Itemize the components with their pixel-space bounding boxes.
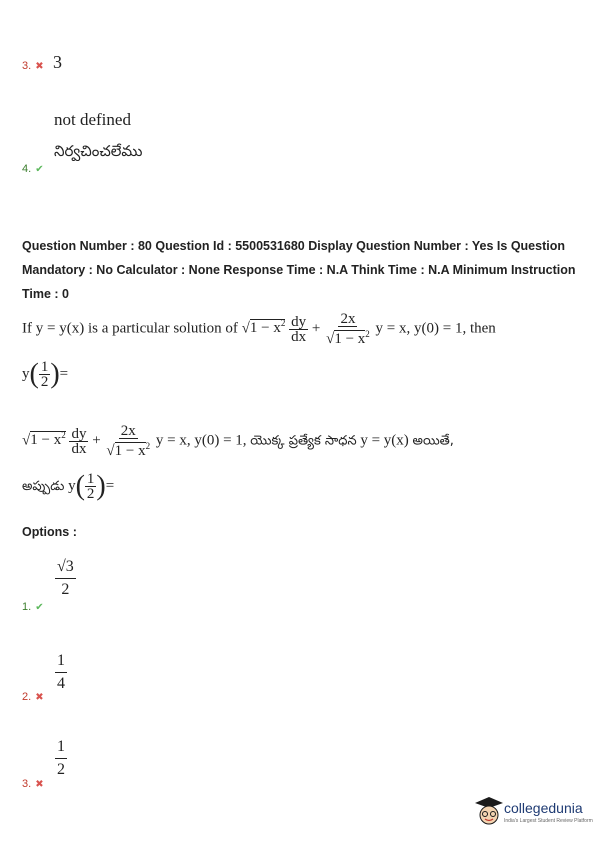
prev-option-4 — [22, 159, 44, 177]
sqrt-term: $√1 - x^2$ — [241, 318, 286, 337]
function-expr: y = y(x) — [360, 432, 409, 449]
radicand: 1 − x — [114, 443, 146, 459]
numerator: dy — [71, 425, 87, 442]
denominator: 2 — [40, 374, 49, 390]
question-telugu — [22, 424, 454, 458]
telugu-text: యొక్క ప్రత్యేక సాధన — [250, 433, 357, 449]
numerator: 1 — [55, 736, 67, 759]
question-word: If — [22, 320, 32, 337]
numerator: √3 — [55, 556, 76, 579]
plus-sign: + — [311, 320, 321, 337]
dy-dx-fraction — [289, 315, 308, 344]
prev-option-4-value-en: not defined — [54, 110, 131, 129]
denominator: $√1 - x^2$ — [106, 441, 151, 459]
option-number: 1. — [22, 601, 32, 613]
prev-option-3-value: 3 — [53, 52, 62, 72]
option-number: 3. — [22, 60, 32, 72]
twox-fraction — [324, 312, 372, 346]
telugu-then: అప్పుడు — [22, 478, 65, 494]
y-symbol: y — [68, 477, 76, 494]
radicand: 1 − x — [249, 320, 281, 337]
denominator: dx — [71, 440, 87, 457]
prev-option-4-value-te: నిర్వచించలేము — [54, 142, 143, 160]
telugu-text: అయితే, — [412, 433, 454, 449]
option-2[interactable] — [22, 687, 44, 705]
function-expr: y = y(x) — [35, 320, 85, 337]
question-meta: Question Number : 80 Question Id : 5500531680 Display Question Number : Yes Is Question Mandatory : No Calculator : None Response Time : N.A Think Time : N.A Minimum Instruction Time : 0 — [22, 239, 576, 301]
option-number: 2. — [22, 691, 32, 703]
plus-sign: + — [92, 432, 101, 449]
numerator: 2x — [120, 423, 136, 439]
rhs-expr: y = x, y(0) = 1, — [155, 432, 247, 449]
prev-option-3 — [22, 56, 44, 74]
denominator: $√1 - x^2$ — [326, 329, 370, 347]
twox-fraction — [104, 424, 152, 458]
option-2-value — [55, 650, 67, 695]
option-1[interactable] — [22, 597, 44, 615]
equals-sign: = — [105, 477, 115, 494]
equals-sign: = — [59, 365, 69, 382]
denominator: 2 — [61, 581, 70, 598]
dy-dx-fraction — [69, 427, 88, 456]
collegedunia-logo-icon — [474, 795, 504, 827]
half-fraction — [39, 360, 51, 389]
options-label: Options : — [22, 525, 77, 539]
y-symbol: y — [22, 365, 30, 382]
option-number: 3. — [22, 778, 32, 790]
half-fraction — [85, 472, 97, 501]
numerator: 1 — [55, 650, 67, 673]
then-word: then — [469, 320, 496, 337]
option-1-value — [55, 556, 76, 601]
denominator: dx — [291, 328, 307, 345]
numerator: 2x — [340, 311, 356, 327]
correct-icon: ✔ — [35, 164, 44, 175]
question-target-en: y( $\frac{1}{2}$ )= — [22, 358, 69, 390]
numerator: 1 — [40, 359, 49, 375]
option-number: 4. — [22, 163, 32, 175]
wrong-icon: ✖ — [35, 692, 44, 703]
wrong-icon: ✖ — [35, 779, 44, 790]
option-3-value — [55, 736, 67, 781]
denominator: 2 — [57, 761, 65, 778]
question-text: is a particular solution of — [87, 320, 238, 337]
wrong-icon: ✖ — [35, 61, 44, 72]
question-target-te: అప్పుడు y( $\frac{1}{2}$ )= — [22, 470, 115, 502]
denominator: 4 — [57, 675, 65, 692]
denominator: 2 — [86, 486, 95, 502]
question-english — [22, 312, 496, 346]
radicand: 1 − x — [30, 432, 62, 449]
numerator: dy — [291, 313, 307, 330]
radicand: 1 − x — [334, 331, 366, 347]
logo-name: collegedunia — [504, 800, 583, 816]
logo-tagline: India's Largest Student Review Platform — [504, 818, 593, 824]
option-3[interactable] — [22, 774, 44, 792]
sqrt-term: $√1 - x^2$ — [22, 430, 66, 449]
correct-icon: ✔ — [35, 602, 44, 613]
rhs-expr: y = x, y(0) = 1, — [375, 320, 467, 337]
numerator: 1 — [86, 471, 95, 487]
